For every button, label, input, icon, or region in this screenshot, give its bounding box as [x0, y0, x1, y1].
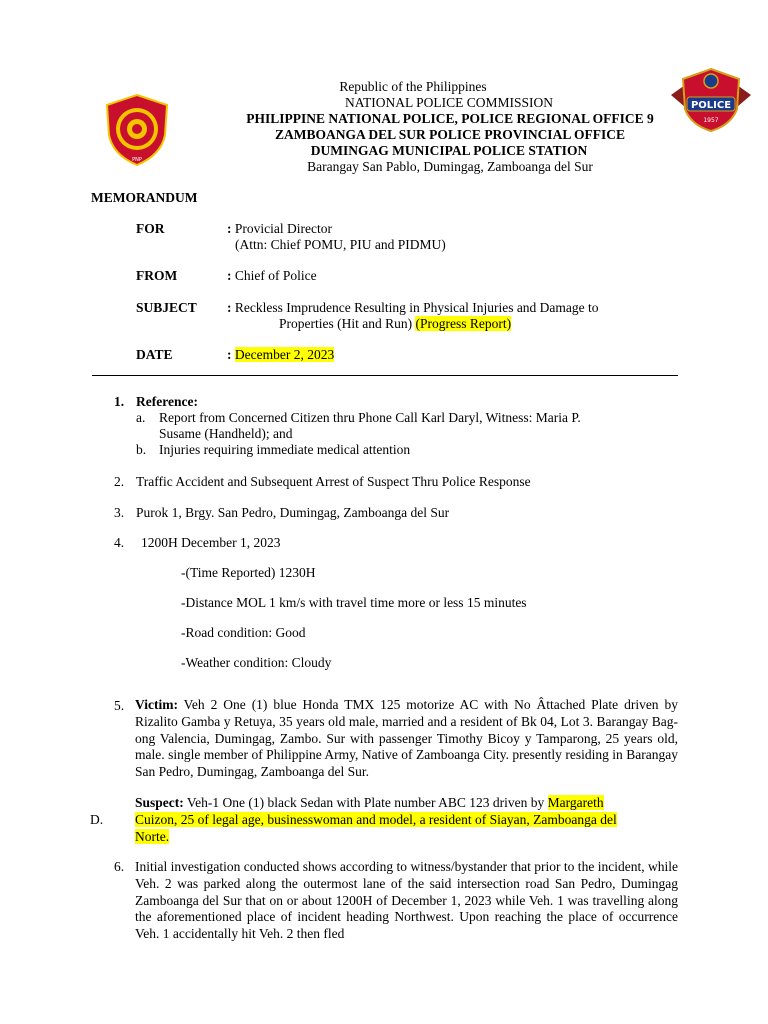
- item4-number: 4.: [114, 535, 125, 550]
- header-republic: Republic of the Philippines: [339, 79, 487, 94]
- item5-number: 5.: [114, 698, 125, 713]
- suspect-line-2: [135, 812, 617, 828]
- subject-line-2: [279, 316, 511, 332]
- for-value-text: Provicial Director: [234, 221, 332, 236]
- item3-number: 3.: [114, 505, 125, 520]
- item1-title: Reference:: [136, 394, 198, 409]
- subject-label: SUBJECT: [136, 300, 197, 315]
- suspect-name-highlight-2: Cuizon, 25 of legal age, businesswoman and model, a resident of Siayan, Zamboanga del: [135, 812, 617, 827]
- svg-text:PNP: PNP: [132, 157, 142, 163]
- item6-paragraph: Initial investigation conducted shows according to witness/bystander that prior to the incident, while Veh. 2 was parked along the outermost lane of the said intersection road San Pedro, Dumingag Zamboanga del Sur that on or about 1200H of December 1, 2023 while Veh. 1 was travelling along the aforementioned place of incident heading Northwest. Upon reaching the place of occurrence Veh. 1 accidentally hit Veh. 2 then fled: [135, 859, 678, 942]
- badge-year-text: 1957: [703, 117, 719, 124]
- item1-a-line-2: Susame (Handheld); and: [159, 426, 293, 441]
- for-label: FOR: [136, 221, 165, 236]
- item1-b-text: Injuries requiring immediate medical attention: [159, 442, 411, 457]
- header-municipal-station: DUMINGAG MUNICIPAL POLICE STATION: [310, 143, 588, 158]
- header-provincial-office: ZAMBOANGA DEL SUR POLICE PROVINCIAL OFFICE: [275, 127, 625, 142]
- item1-a-line-1: Report from Concerned Citizen thru Phone Call Karl Daryl, Witness: Maria P.: [159, 410, 581, 425]
- item1-a-letter: a.: [136, 410, 146, 425]
- progress-report-tag: (Progress Report): [415, 316, 512, 331]
- suspect-text: Veh-1 One (1) black Sedan with Plate number ABC 123 driven by: [186, 795, 545, 810]
- date-label: DATE: [136, 347, 173, 362]
- suspect-name-highlight-3: Norte.: [135, 829, 170, 844]
- item2-number: 2.: [114, 474, 125, 489]
- item4-text: 1200H December 1, 2023: [141, 535, 281, 550]
- memo-title: MEMORANDUM: [91, 190, 198, 205]
- from-value-text: Chief of Police: [234, 268, 317, 283]
- subject-text-2: Properties (Hit and Run): [279, 316, 413, 331]
- colon: :: [227, 300, 232, 315]
- item6-number: 6.: [114, 859, 125, 874]
- item1-number: 1.: [114, 394, 125, 409]
- date-value: [227, 347, 334, 363]
- badge-police-text: POLICE: [690, 100, 732, 111]
- victim-paragraph: [135, 697, 678, 781]
- item4-weather-condition: -Weather condition: Cloudy: [181, 655, 332, 670]
- suspect-line-3: [135, 829, 169, 845]
- suspect-name-highlight-1: Margareth: [547, 795, 604, 810]
- header-address: Barangay San Pablo, Dumingag, Zamboanga del Sur: [307, 159, 593, 174]
- suspect-line-1: [135, 795, 604, 811]
- item4-road-condition: -Road condition: Good: [181, 625, 306, 640]
- for-attn: (Attn: Chief POMU, PIU and PIDMU): [235, 237, 446, 252]
- date-value-text: December 2, 2023: [234, 347, 335, 362]
- from-label: FROM: [136, 268, 178, 283]
- victim-text: Veh 2 One (1) blue Honda TMX 125 motorize AC with No Âttached Plate driven by Rizalito Gamba y Retuya, 35 years old male, married and a resident of Bk 04, Lot 3. Barangay Bag-ong Valencia, Dumingag, Zambo. Sur with passenger Timothy Bicoy y Tamparong, 25 years old, male. single member of Philippine Army, Native of Zamboanga City. presently residing in Barangay San Pedro, Dumingag, Zamboanga del Sur.: [135, 697, 678, 780]
- suspect-stray-d: D.: [90, 812, 104, 827]
- header-divider: [92, 375, 678, 376]
- victim-label: Victim:: [135, 697, 178, 712]
- from-value: [227, 268, 317, 284]
- subject-line-1: [227, 300, 599, 316]
- item2-text: Traffic Accident and Subsequent Arrest of Suspect Thru Police Response: [136, 474, 531, 489]
- colon: :: [227, 347, 232, 362]
- header-napolcom: NATIONAL POLICE COMMISSION: [344, 95, 553, 110]
- item1-b-letter: b.: [136, 442, 147, 457]
- subject-text-1: Reckless Imprudence Resulting in Physical Injuries and Damage to: [234, 300, 599, 315]
- item3-text: Purok 1, Brgy. San Pedro, Dumingag, Zamboanga del Sur: [136, 505, 450, 520]
- header-pnp-regional: PHILIPPINE NATIONAL POLICE, POLICE REGIONAL OFFICE 9: [246, 111, 654, 126]
- item4-time-reported: -(Time Reported) 1230H: [181, 565, 316, 580]
- suspect-label: Suspect:: [135, 795, 184, 810]
- colon: :: [227, 221, 232, 236]
- for-value: [227, 221, 332, 237]
- item4-distance: -Distance MOL 1 km/s with travel time more or less 15 minutes: [181, 595, 527, 610]
- colon: :: [227, 268, 232, 283]
